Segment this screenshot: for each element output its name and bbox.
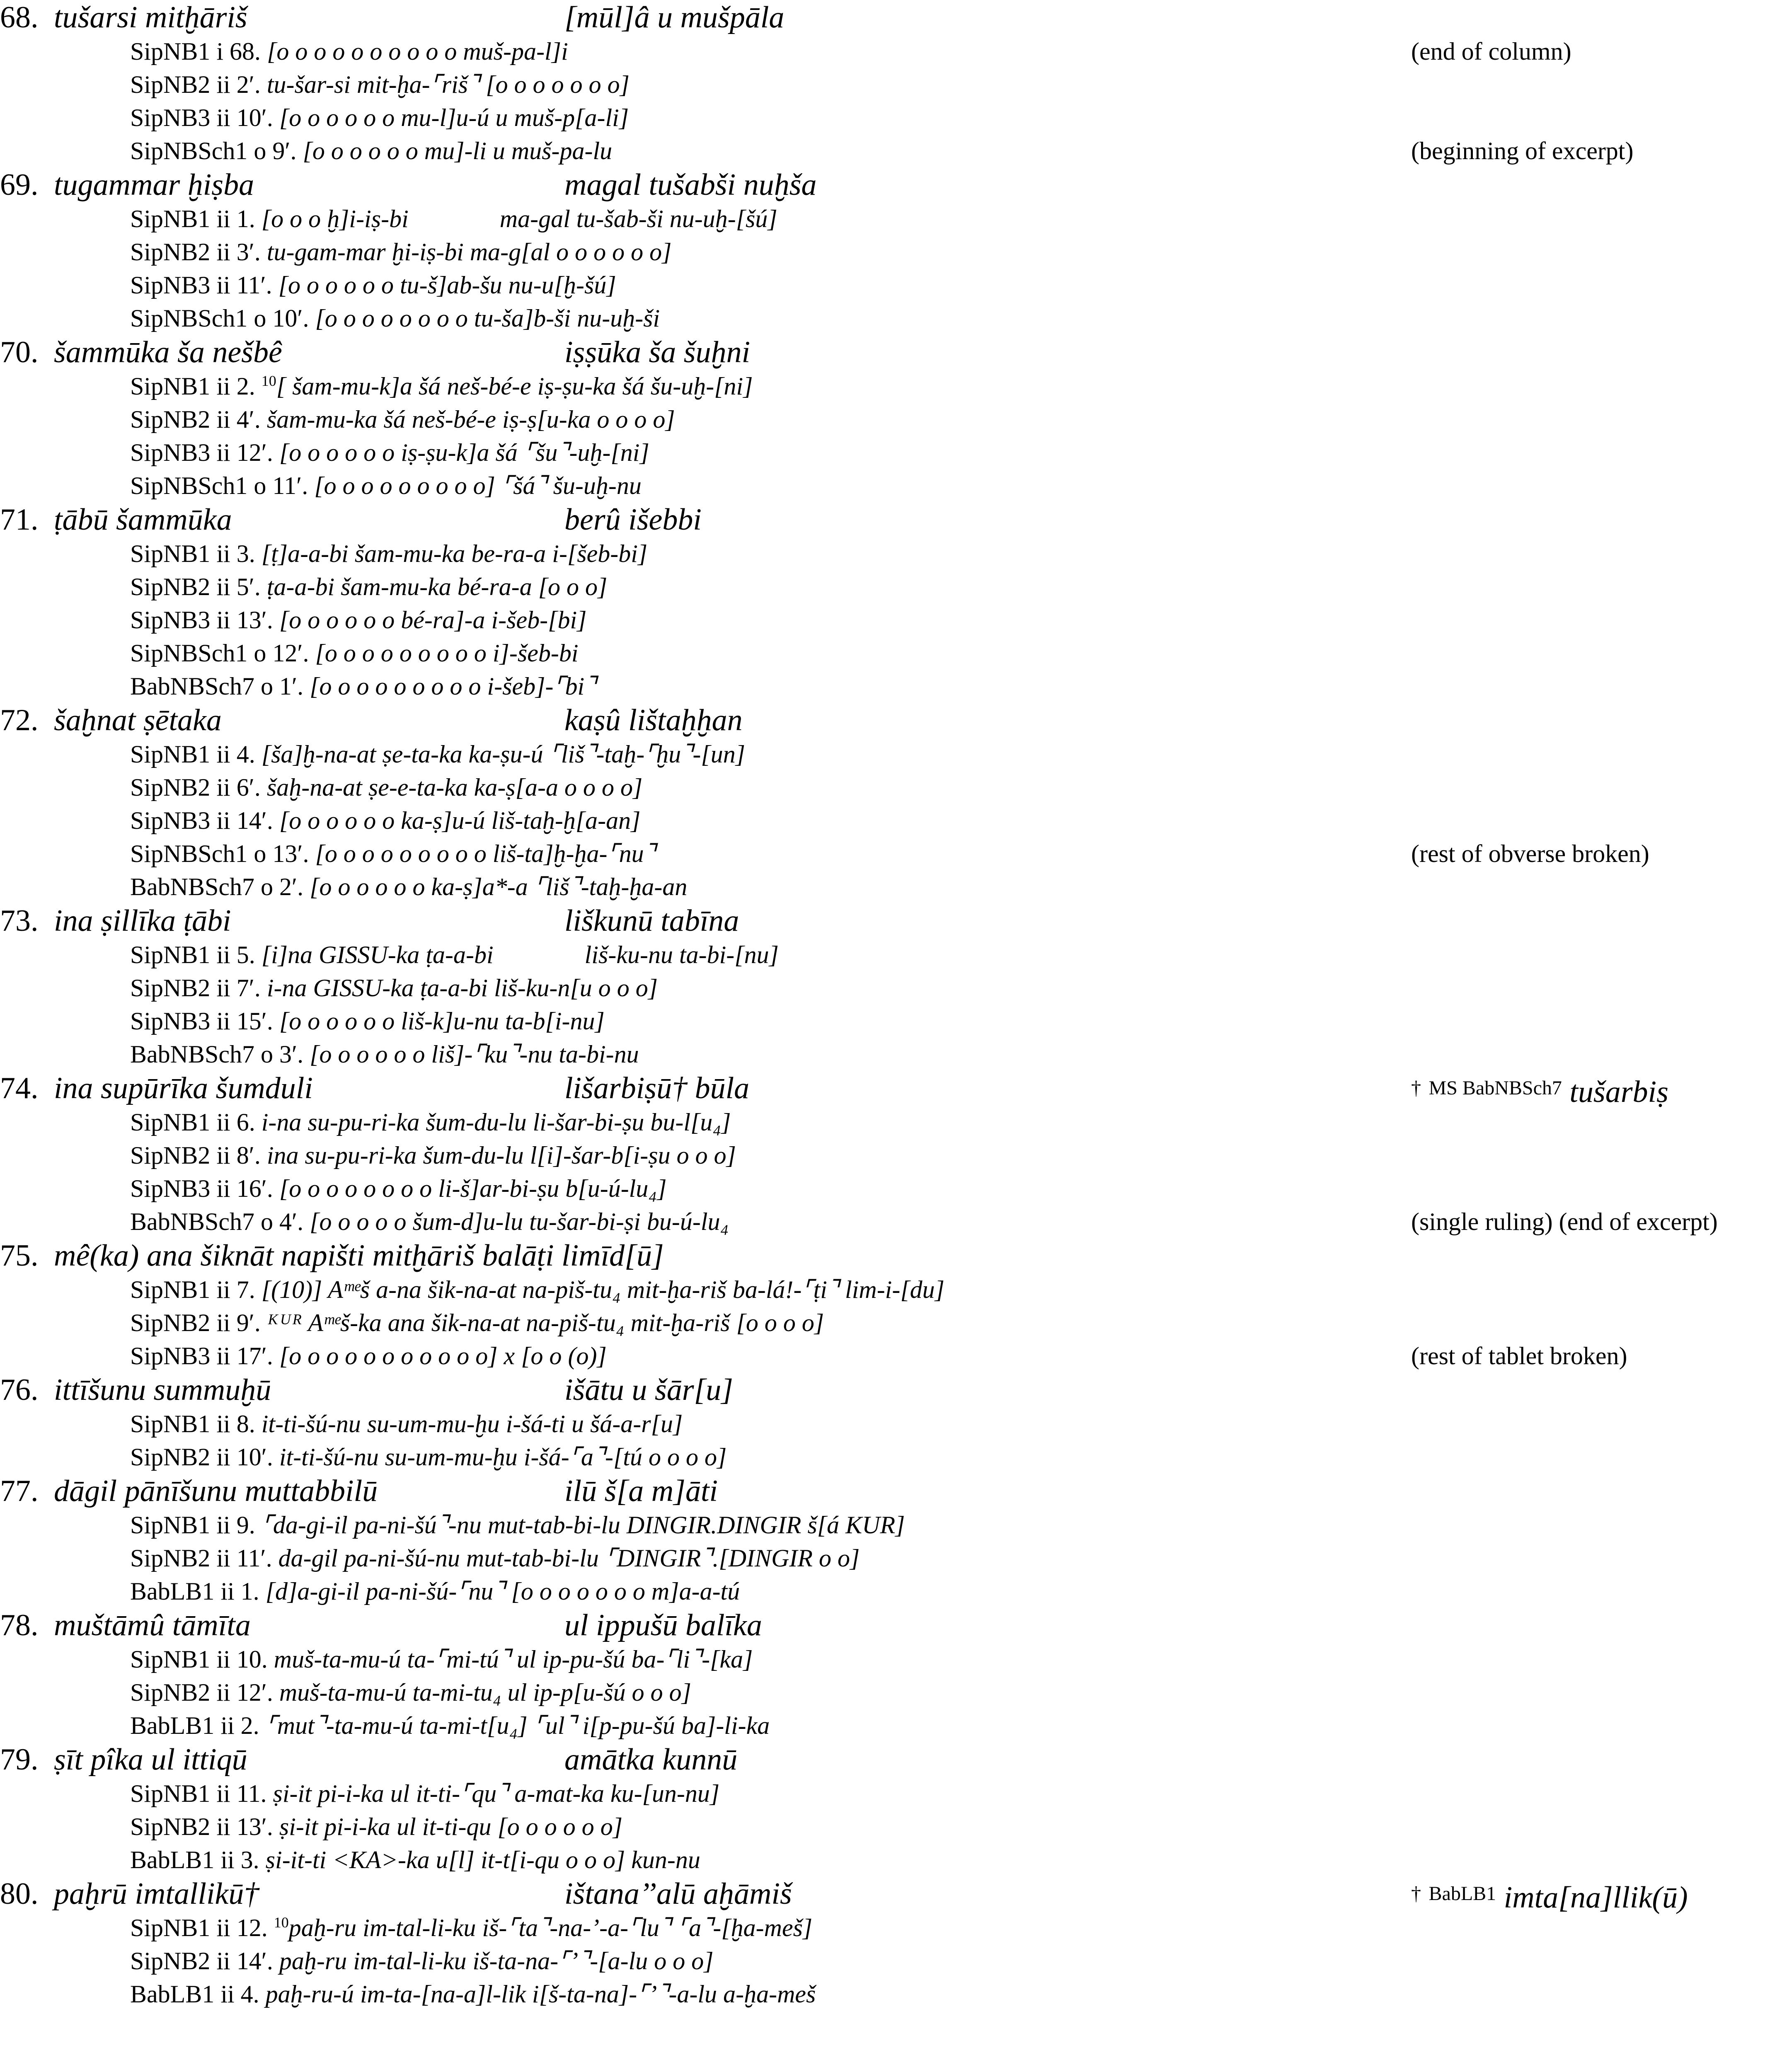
verse-first-half: šaḫnat ṣētaka (54, 703, 222, 737)
manuscript-line (0, 469, 1770, 502)
manuscript-line (0, 1508, 1770, 1542)
transliteration: [o o o o o šum-d]u-lu tu-šar-bi-ṣi bu-ú-lu₄ (310, 1208, 729, 1235)
manuscript-reading (130, 235, 672, 269)
verse-entry (0, 502, 1770, 703)
manuscript-line (0, 570, 1770, 603)
manuscript-reading (130, 1038, 639, 1071)
verse-first-half: ṭābū šammūka (54, 503, 232, 537)
manuscript-line (0, 537, 1770, 570)
verse-second-half: liškunū tabīna (564, 904, 739, 938)
manuscript-siglum: SipNB2 ii 4′. (130, 406, 261, 433)
transliteration: šam-mu-ka šá neš-bé-e iṣ-ṣ[u-ka o o o o] (266, 406, 675, 433)
transliteration: paḫ-ru-ú im-ta-[na-a]l-lik i[š-ta-na]-⌜’⌝-a-lu a-ḫa-meš (265, 1980, 816, 2008)
transliteration: [o o o o o o tu-š]ab-šu nu-u[ḫ-šú] (278, 271, 616, 299)
manuscript-siglum: SipNB2 ii 10′. (130, 1443, 273, 1471)
verse-second-half: magal tušabši nuḫša (564, 168, 817, 202)
verse-head (0, 1742, 1770, 1777)
transliteration: [o o o o o o mu]-li u muš-pa-lu (303, 137, 613, 165)
manuscript-reading (130, 202, 777, 235)
manuscript-reading (130, 1542, 860, 1575)
manuscript-reading (130, 269, 616, 302)
manuscript-reading (130, 1944, 714, 1978)
transliteration: ṣi-it pi-i-ka ul it-ti-qu [o o o o o o] (279, 1813, 623, 1840)
transliteration: muš-ta-mu-ú ta-mi-tu₄ ul ip-p[u-šú o o o] (279, 1679, 691, 1706)
manuscript-reading (130, 302, 660, 335)
manuscript-reading (130, 1911, 812, 1944)
manuscript-reading (130, 837, 656, 870)
transliteration: muš-ta-mu-ú ta-⌜mi-tú⌝ ul ip-pu-šú ba-⌜li⌝-[ka] (274, 1646, 753, 1673)
verse-second-half: ilū š[a m]āti (564, 1474, 718, 1508)
manuscript-line (0, 235, 1770, 269)
manuscript-line (0, 1273, 1770, 1306)
manuscript-siglum: SipNB3 ii 14′. (130, 807, 273, 834)
transliteration: tu-šar-si mit-ḫa-⌜riš⌝ [o o o o o o o] (266, 71, 630, 98)
transliteration: ṣi-it-ti <KA>-ka u[l] it-t[i-qu o o o] kun-nu (265, 1846, 700, 1874)
manuscript-line (0, 1944, 1770, 1978)
transliteration: [o o o o o o o o o liš-ta]ḫ-ḫa-⌜nu⌝ (315, 840, 656, 867)
verse-head (0, 1372, 1770, 1407)
verse-first-half: mê(ka) ana šiknāt napišti mitḫāriš balāṭi limīd[ū] (54, 1239, 664, 1273)
manuscript-line (0, 1339, 1770, 1372)
manuscript-siglum: SipNB1 ii 3. (130, 540, 255, 567)
manuscript-line (0, 403, 1770, 436)
manuscript-siglum: SipNB2 ii 3′. (130, 238, 261, 266)
manuscript-siglum: SipNB3 ii 15′. (130, 1007, 273, 1035)
manuscript-siglum: SipNB3 ii 16′. (130, 1175, 273, 1202)
manuscript-reading (130, 1843, 700, 1876)
manuscript-reading (130, 1407, 683, 1440)
verse-second-half: kaṣû lištaḫḫan (564, 703, 743, 737)
manuscript-siglum: SipNB2 ii 5′. (130, 573, 261, 600)
manuscript-reading (130, 469, 642, 502)
manuscript-siglum: SipNB2 ii 2′. (130, 71, 261, 98)
manuscript-siglum: SipNBSch1 o 9′. (130, 137, 297, 165)
manuscript-note: (beginning of excerpt) (1411, 137, 1634, 165)
transliteration: [o o o o o o o o o o o] x [o o (o)] (279, 1342, 607, 1370)
verse-second-half: iṣṣūka ša šuḫni (564, 335, 751, 369)
transliteration: [o o o o o o o o o] ⌜šá⌝ šu-uḫ-nu (314, 472, 642, 499)
verse-number: 70. (0, 335, 39, 369)
manuscript-line (0, 1542, 1770, 1575)
manuscript-note: (rest of obverse broken) (1411, 840, 1649, 867)
manuscript-reading (130, 1106, 731, 1139)
transliteration: [o o o o o o o o o i]-šeb-bi (315, 639, 579, 667)
manuscript-reading (130, 1172, 667, 1205)
transliteration: [o o o o o o liš-k]u-nu ta-b[i-nu] (279, 1007, 605, 1035)
transliteration: [o o o o o o liš]-⌜ku⌝-nu ta-bi-nu (310, 1041, 639, 1068)
transliteration: [o o o o o o iṣ-ṣu-k]a šá ⌜šu⌝-uḫ-[ni] (279, 439, 649, 466)
manuscript-siglum: BabNBSch7 o 2′. (130, 873, 304, 900)
verse-entry (0, 0, 1770, 167)
manuscript-reading (130, 1810, 622, 1843)
manuscript-line (0, 870, 1770, 903)
manuscript-line (0, 1777, 1770, 1810)
manuscript-line (0, 971, 1770, 1005)
manuscript-reading (130, 1575, 740, 1608)
manuscript-note: (single ruling) (end of excerpt) (1411, 1208, 1718, 1235)
manuscript-reading (130, 938, 779, 971)
verse-number: 69. (0, 168, 39, 202)
manuscript-siglum: SipNB2 ii 12′. (130, 1679, 273, 1706)
verse-head (0, 0, 1770, 35)
verse-second-half: berû išebbi (564, 503, 702, 537)
manuscript-line (0, 670, 1770, 703)
transliteration: [o o o o o o o o li-š]ar-bi-ṣu b[u-ú-lu₄] (279, 1175, 667, 1202)
manuscript-reading (130, 804, 641, 837)
manuscript-reading (130, 570, 607, 603)
manuscript-line (0, 134, 1770, 167)
transliteration: da-gil pa-ni-šú-nu mut-tab-bi-lu ⌜DINGIR⌝.[DINGIR o o] (278, 1544, 860, 1572)
manuscript-line (0, 771, 1770, 804)
verse-entry (0, 1876, 1770, 2011)
manuscript-line (0, 1440, 1770, 1474)
manuscript-line (0, 804, 1770, 837)
verse-number: 76. (0, 1373, 39, 1407)
verse-number: 77. (0, 1474, 39, 1508)
transliteration: [o o o o o o o o tu-ša]b-ši nu-uḫ-ši (315, 305, 660, 332)
transliteration: [i]na GISSU-ka ṭa-a-bi (261, 941, 494, 968)
verse-first-half: paḫrū imtallikū† (54, 1877, 259, 1911)
verse-number: 78. (0, 1608, 39, 1642)
manuscript-siglum: SipNB2 ii 13′. (130, 1813, 273, 1840)
verse-entry (0, 1238, 1770, 1372)
manuscript-reading (130, 35, 568, 68)
transliteration: paḫ-ru im-tal-li-ku iš-ta-na-⌜’⌝-[a-lu o o o] (279, 1947, 714, 1975)
verse-head (0, 1876, 1770, 1915)
transliteration: [o o o o o o bé-ra]-a i-šeb-[bi] (279, 606, 587, 634)
transliteration: ⌜mut⌝-ta-mu-ú ta-mi-t[u₄] ⌜ul⌝ i[p-pu-šú ba]-li-ka (265, 1712, 770, 1739)
manuscript-reading (130, 101, 629, 134)
verse-second-half: lišarbiṣū† būla (564, 1071, 750, 1105)
manuscript-siglum: SipNB1 ii 6. (130, 1109, 255, 1136)
verse-second-half: išātu u šār[u] (564, 1373, 734, 1407)
manuscript-siglum: BabLB1 ii 4. (130, 1980, 259, 2008)
verse-head (0, 502, 1770, 537)
manuscript-line (0, 1172, 1770, 1205)
verse-first-half: tugammar ḫiṣba (54, 168, 254, 202)
verse-second-half: ištana’’alū aḫāmiš (564, 1877, 792, 1911)
manuscript-note: (rest of tablet broken) (1411, 1342, 1627, 1370)
verse-second-half: ul ippušū balīka (564, 1608, 762, 1642)
transliteration: [ šam-mu-k]a šá neš-bé-e iṣ-ṣu-ka šá šu-uḫ-[ni] (276, 373, 753, 400)
manuscript-reading (130, 1205, 729, 1238)
manuscript-reading (130, 971, 658, 1005)
manuscript-line (0, 202, 1770, 235)
verse-second-half: [mūl]â u mušpāla (564, 0, 785, 34)
manuscript-line (0, 302, 1770, 335)
manuscript-reading (130, 1676, 691, 1709)
manuscript-reading (130, 1005, 605, 1038)
verse-number: 72. (0, 703, 39, 737)
manuscript-reading (130, 1139, 736, 1172)
manuscript-reading (130, 68, 630, 101)
manuscript-line (0, 738, 1770, 771)
transliteration: i-na su-pu-ri-ka šum-du-lu li-šar-bi-ṣu bu-l[u₄] (261, 1109, 731, 1136)
verse-number: 75. (0, 1239, 39, 1273)
manuscript-line (0, 269, 1770, 302)
manuscript-siglum: SipNB3 ii 13′. (130, 606, 273, 634)
verse-number: 74. (0, 1071, 39, 1105)
manuscript-reading (130, 436, 649, 469)
transliteration: it-ti-šú-nu su-um-mu-ḫu i-šá-⌜a⌝-[tú o o o o] (279, 1443, 727, 1471)
verse-first-half: muštāmû tāmīta (54, 1608, 251, 1642)
transliteration: paḫ-ru im-tal-li-ku iš-⌜ta⌝-na-’-a-⌜lu⌝ ⌜a⌝-[ḫa-meš] (288, 1914, 813, 1941)
manuscript-siglum: SipNB2 ii 9′. (130, 1309, 261, 1336)
verse-first-half: šammūka ša nešbê (54, 335, 282, 369)
manuscript-siglum: SipNB1 ii 2. (130, 373, 255, 400)
manuscript-reading (130, 1339, 607, 1372)
verse-entry (0, 1608, 1770, 1742)
verse-first-half: tušarsi mitḫāriš (54, 0, 247, 34)
transliteration: i-na GISSU-ka ṭa-a-bi liš-ku-n[u o o o] (266, 974, 658, 1002)
manuscript-siglum: BabNBSch7 o 4′. (130, 1208, 304, 1235)
manuscript-reading (130, 1709, 770, 1742)
manuscript-line (0, 637, 1770, 670)
manuscript-siglum: SipNB3 ii 11′. (130, 271, 272, 299)
footnote-reading: imta[na]llik(ū) (1504, 1881, 1688, 1915)
manuscript-reading (130, 537, 647, 570)
manuscript-line (0, 1978, 1770, 2011)
verse-entry (0, 1474, 1770, 1608)
manuscript-reading (130, 670, 596, 703)
transliteration: šaḫ-na-at ṣe-e-ta-ka ka-ṣ[a-a o o o o] (266, 774, 643, 801)
manuscript-line (0, 370, 1770, 403)
manuscript-line (0, 1407, 1770, 1440)
manuscript-line (0, 1575, 1770, 1608)
manuscript-siglum: SipNB1 ii 1. (130, 205, 255, 232)
transliteration: [ṭ]a-a-bi šam-mu-ka be-ra-a i-[šeb-bi] (261, 540, 648, 567)
transliteration: [o o o o o o o o o o muš-pa-l]i (267, 38, 568, 65)
manuscript-siglum: SipNBSch1 o 13′. (130, 840, 309, 867)
manuscript-line (0, 837, 1770, 870)
manuscript-reading (130, 637, 579, 670)
verse-number: 71. (0, 503, 39, 537)
transliteration-second-half: ma-gal tu-šab-ši nu-uḫ-[šú] (499, 205, 777, 232)
manuscript-line (0, 1810, 1770, 1843)
manuscript-siglum: SipNB1 ii 11. (130, 1780, 267, 1807)
manuscript-line (0, 35, 1770, 68)
verse-first-half: ittīšunu summuḫū (54, 1373, 271, 1407)
verse-head (0, 1238, 1770, 1273)
manuscript-reading (130, 1643, 753, 1676)
footnote-reading: tušarbiṣ (1569, 1075, 1668, 1109)
manuscript-line (0, 1709, 1770, 1742)
manuscript-siglum: SipNB1 ii 9. (130, 1511, 255, 1539)
footnote (1411, 1876, 1688, 1915)
manuscript-siglum: SipNB1 ii 7. (130, 1276, 255, 1303)
line-number-superscript: 10 (261, 373, 276, 389)
transliteration: ina su-pu-ri-ka šum-du-lu l[i]-šar-b[i-ṣu o o o] (266, 1142, 736, 1169)
manuscript-reading (130, 403, 675, 436)
verse-number: 79. (0, 1743, 39, 1777)
verse-entry (0, 703, 1770, 903)
manuscript-reading (130, 1306, 824, 1339)
manuscript-reading (130, 1273, 944, 1306)
manuscript-line (0, 1005, 1770, 1038)
manuscript-siglum: BabLB1 ii 1. (130, 1578, 259, 1605)
transliteration: ⌜da-gi-il pa-ni-šú⌝-nu mut-tab-bi-lu DINGIR.DINGIR š[á KUR] (261, 1511, 905, 1539)
footnote-manuscript: MS BabNBSch7 (1429, 1077, 1562, 1099)
transliteration: [(10)] Aᵐᵉš a-na šik-na-at na-piš-tu₄ mit-ḫa-riš ba-lá!-⌜ṭi⌝ lim-i-[du] (261, 1276, 945, 1303)
verse-head (0, 1608, 1770, 1643)
manuscript-line (0, 1106, 1770, 1139)
verse-head (0, 167, 1770, 202)
transliteration: ᴷᵁᴿ Aᵐᵉš-ka ana šik-na-at na-piš-tu₄ mit-ḫa-riš [o o o o] (266, 1309, 824, 1336)
verse-head (0, 335, 1770, 370)
manuscript-line (0, 603, 1770, 637)
manuscript-line (0, 1676, 1770, 1709)
manuscript-line (0, 101, 1770, 134)
manuscript-reading (130, 1777, 719, 1810)
verse-number: 68. (0, 0, 39, 34)
manuscript-siglum: BabNBSch7 o 1′. (130, 673, 304, 700)
manuscript-line (0, 1843, 1770, 1876)
manuscript-line (0, 1306, 1770, 1339)
transliteration-second-half: liš-ku-nu ta-bi-[nu] (584, 941, 779, 968)
transliteration: [d]a-gi-il pa-ni-šú-⌜nu⌝ [o o o o o o o m]a-a-tú (265, 1578, 740, 1605)
verse-first-half: ina ṣillīka ṭābi (54, 904, 231, 938)
verse-entry (0, 1372, 1770, 1474)
verse-head (0, 903, 1770, 938)
manuscript-siglum: SipNB2 ii 8′. (130, 1142, 261, 1169)
manuscript-siglum: SipNB2 ii 7′. (130, 974, 261, 1002)
transliteration: [o o o o o o mu-l]u-ú u muš-p[a-li] (279, 104, 629, 131)
manuscript-line (0, 1139, 1770, 1172)
manuscript-siglum: SipNB1 ii 8. (130, 1410, 255, 1438)
verse-head (0, 1474, 1770, 1508)
transliteration: it-ti-šú-nu su-um-mu-ḫu i-šá-ti u šá-a-r[u] (261, 1410, 683, 1438)
manuscript-siglum: SipNB3 ii 10′. (130, 104, 273, 131)
transliteration: [o o o ḫ]i-iṣ-bi (261, 205, 409, 232)
transliteration: [o o o o o o o o o i-šeb]-⌜bi⌝ (310, 673, 596, 700)
manuscript-line (0, 1038, 1770, 1071)
manuscript-line (0, 1911, 1770, 1944)
manuscript-siglum: BabLB1 ii 2. (130, 1712, 259, 1739)
verse-head (0, 1071, 1770, 1109)
footnote (1411, 1071, 1668, 1109)
manuscript-siglum: SipNB1 ii 10. (130, 1646, 268, 1673)
transliteration: ṭa-a-bi šam-mu-ka bé-ra-a [o o o] (266, 573, 608, 600)
manuscript-line (0, 1643, 1770, 1676)
verse-entry (0, 335, 1770, 502)
verse-entry (0, 1071, 1770, 1238)
manuscript-note: (end of column) (1411, 38, 1571, 65)
verse-entry (0, 1742, 1770, 1876)
line-number-superscript: 10 (274, 1914, 289, 1931)
verse-first-half: ina supūrīka šumduli (54, 1071, 313, 1105)
transliteration: tu-gam-mar ḫi-iṣ-bi ma-g[al o o o o o o] (266, 238, 672, 266)
manuscript-siglum: SipNB1 ii 5. (130, 941, 255, 968)
transliteration: [ša]ḫ-na-at ṣe-ta-ka ka-ṣu-ú ⌜liš⌝-taḫ-⌜ḫu⌝-[un] (261, 741, 746, 768)
manuscript-siglum: SipNB3 ii 17′. (130, 1342, 273, 1370)
manuscript-siglum: SipNB1 ii 12. (130, 1914, 268, 1941)
footnote-manuscript: BabLB1 (1429, 1883, 1496, 1905)
manuscript-line (0, 68, 1770, 101)
transliteration: [o o o o o o ka-ṣ]a*-a ⌜liš⌝-taḫ-ḫa-an (310, 873, 688, 900)
manuscript-reading (130, 1508, 905, 1542)
manuscript-reading (130, 738, 745, 771)
manuscript-siglum: SipNBSch1 o 11′. (130, 472, 308, 499)
manuscript-reading (130, 1978, 816, 2011)
manuscript-siglum: SipNBSch1 o 10′. (130, 305, 309, 332)
manuscript-line (0, 1205, 1770, 1238)
verse-first-half: ṣīt pîka ul ittiqū (54, 1743, 247, 1777)
manuscript-reading (130, 771, 642, 804)
manuscript-line (0, 938, 1770, 971)
manuscript-siglum: SipNBSch1 o 12′. (130, 639, 309, 667)
verse-number: 73. (0, 904, 39, 938)
manuscript-siglum: BabLB1 ii 3. (130, 1846, 259, 1874)
manuscript-siglum: SipNB2 ii 11′. (130, 1544, 272, 1572)
manuscript-siglum: SipNB2 ii 14′. (130, 1947, 273, 1975)
manuscript-reading (130, 370, 753, 403)
manuscript-reading (130, 1440, 726, 1474)
manuscript-reading (130, 134, 612, 167)
verse-first-half: dāgil pānīšunu muttabbilū (54, 1474, 378, 1508)
manuscript-siglum: SipNB1 i 68. (130, 38, 261, 65)
manuscript-siglum: BabNBSch7 o 3′. (130, 1041, 304, 1068)
manuscript-siglum: SipNB2 ii 6′. (130, 774, 261, 801)
manuscript-siglum: SipNB3 ii 12′. (130, 439, 273, 466)
manuscript-reading (130, 870, 687, 903)
manuscript-reading (130, 603, 586, 637)
footnote-mark: † (1411, 1883, 1421, 1905)
verse-entry (0, 903, 1770, 1071)
manuscript-line (0, 436, 1770, 469)
verse-number: 80. (0, 1877, 39, 1911)
footnote-mark: † (1411, 1077, 1421, 1099)
transliteration: [o o o o o o ka-ṣ]u-ú liš-taḫ-ḫ[a-an] (279, 807, 641, 834)
verse-entry (0, 167, 1770, 335)
transliteration: ṣi-it pi-i-ka ul it-ti-⌜qu⌝ a-mat-ka ku-[un-nu] (273, 1780, 720, 1807)
manuscript-siglum: SipNB1 ii 4. (130, 741, 255, 768)
verse-second-half: amātka kunnū (564, 1743, 738, 1777)
verse-head (0, 703, 1770, 738)
